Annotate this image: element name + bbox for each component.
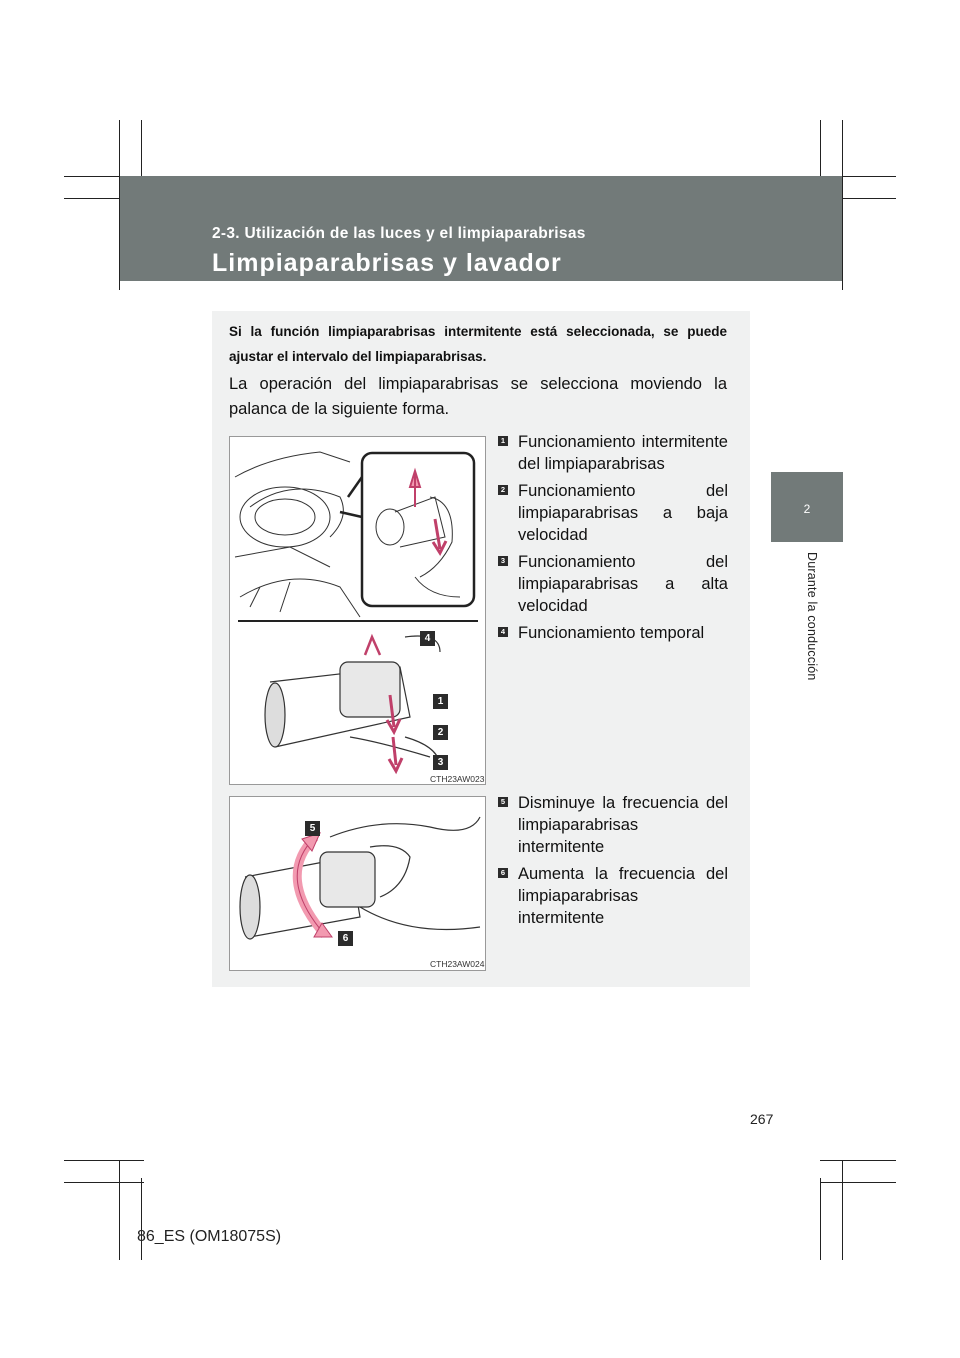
callout-5: 5 xyxy=(305,821,320,836)
list-item xyxy=(498,480,728,546)
figure-code: CTH23AW023 xyxy=(430,774,485,784)
list-item xyxy=(498,792,728,858)
chapter-label: Durante la conducción xyxy=(805,552,819,681)
callout-3: 3 xyxy=(433,755,448,770)
callout-6: 6 xyxy=(338,931,353,946)
chapter-tab xyxy=(771,472,843,542)
item-number-badge: 6 xyxy=(498,868,508,878)
list-item xyxy=(498,431,728,475)
callout-2: 2 xyxy=(433,725,448,740)
item-text: Aumenta la frecuencia del limpiaparabrisas intermitente xyxy=(518,865,728,927)
crop-mark xyxy=(820,1182,896,1183)
section-label: 2-3. Utilización de las luces y el limpiaparabrisas xyxy=(212,225,586,242)
item-text: Funcionamiento temporal xyxy=(518,624,705,642)
wiper-modes-list xyxy=(498,431,728,649)
page-number: 267 xyxy=(750,1111,774,1127)
crop-mark xyxy=(820,1178,821,1260)
callout-1: 1 xyxy=(433,694,448,709)
crop-mark xyxy=(820,1160,896,1161)
item-number-badge: 4 xyxy=(498,627,508,637)
chapter-number: 2 xyxy=(803,502,811,516)
document-code: 86_ES (OM18075S) xyxy=(137,1228,282,1245)
list-item xyxy=(498,551,728,617)
crop-mark xyxy=(119,1160,120,1260)
item-number-badge: 3 xyxy=(498,556,508,566)
item-text: Funcionamiento intermitente del limpiaparabrisas xyxy=(518,433,728,473)
item-number-badge: 5 xyxy=(498,797,508,807)
crop-mark xyxy=(842,120,843,290)
crop-mark xyxy=(842,1160,843,1260)
figure-code: CTH23AW024 xyxy=(430,959,485,969)
list-item xyxy=(498,863,728,929)
interval-ring-illustration xyxy=(230,797,485,970)
intro-body: La operación del limpiaparabrisas se selecciona moviendo la palanca de la siguiente forma. xyxy=(229,375,727,418)
crop-mark xyxy=(64,1160,144,1161)
intro-note: Si la función limpiaparabrisas intermitente está seleccionada, se puede ajustar el intervalo del limpiaparabrisas. xyxy=(229,324,727,364)
callout-4: 4 xyxy=(420,631,435,646)
figure-wiper-lever xyxy=(229,436,486,785)
item-text: Disminuye la frecuencia del limpiaparabrisas intermitente xyxy=(518,794,728,856)
figure-interval-ring xyxy=(229,796,486,971)
item-text: Funcionamiento del limpiaparabrisas a alta velocidad xyxy=(518,553,728,615)
item-number-badge: 2 xyxy=(498,485,508,495)
interval-adjust-list xyxy=(498,792,728,934)
item-text: Funcionamiento del limpiaparabrisas a baja velocidad xyxy=(518,482,728,544)
crop-mark xyxy=(141,1178,142,1260)
crop-mark xyxy=(64,1182,144,1183)
page-title: Limpiaparabrisas y lavador xyxy=(212,249,562,277)
item-number-badge: 1 xyxy=(498,436,508,446)
list-item xyxy=(498,622,728,644)
